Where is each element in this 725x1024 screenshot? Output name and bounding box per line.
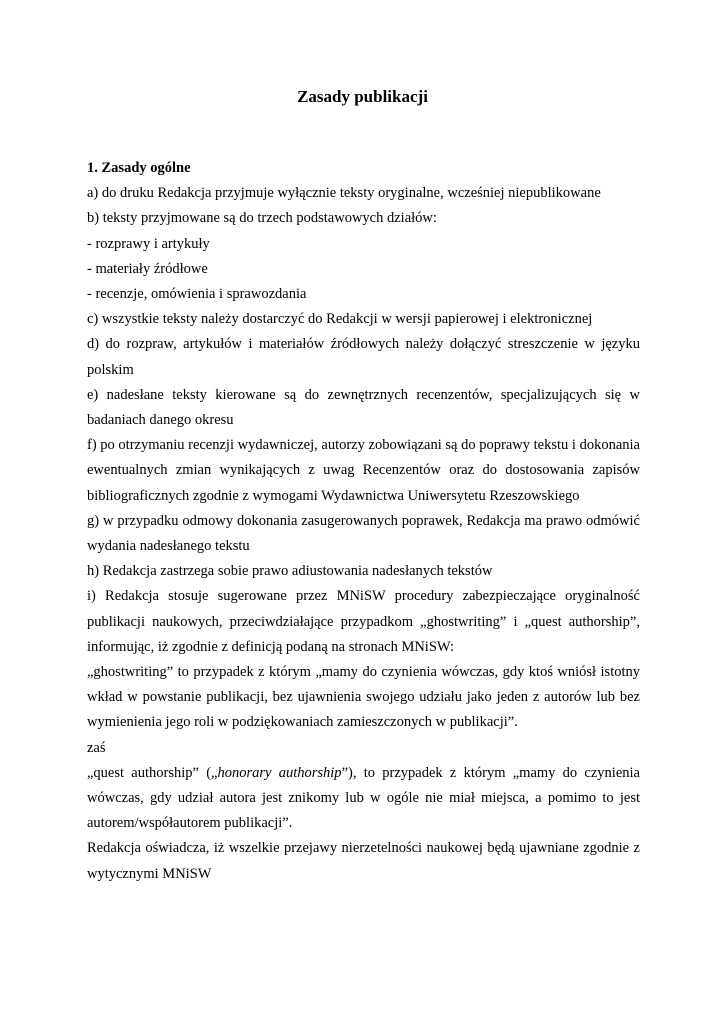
paragraph-ghostwriting-definition: „ghostwriting” to przypadek z którym „mamy do czynienia wówczas, gdy ktoś wniósł istotny wkład w powstanie publikacji, bez ujawnienia swojego udziału jako jeden z autorów lub bez wymienienia jego roli w podziękowaniach zamieszczonych w publikacji”. bbox=[87, 664, 640, 731]
paragraph-final-statement: Redakcja oświadcza, iż wszelkie przejawy nierzetelności naukowej będą ujawniane zgodnie z wytycznymi MNiSW bbox=[87, 840, 640, 882]
paragraph-f: f) po otrzymaniu recenzji wydawniczej, autorzy zobowiązani są do poprawy tekstu i dokonania ewentualnych zmian wynikających z uwag Recenzentów oraz do dostosowania zapisów bibliograficznych zgodnie z wymogami Wydawnictwa Uniwersytetu Rzeszowskiego bbox=[87, 437, 640, 504]
paragraph-b: b) teksty przyjmowane są do trzech podstawowych działów: bbox=[87, 210, 437, 227]
quest-end-text: ”), to przypadek z którym „mamy do czynienia wówczas, gdy udział autora jest znikomy lub w ogóle nie miał miejsca, a pomimo to jest autorem/współautorem publikacji”. bbox=[87, 764, 640, 832]
paragraph-g: g) w przypadku odmowy dokonania zasugerowanych poprawek, Redakcja ma prawo odmówić wydania nadesłanego tekstu bbox=[87, 512, 640, 555]
paragraph-d: d) do rozpraw, artykułów i materiałów źródłowych należy dołączyć streszczenie w języku polskim bbox=[87, 336, 640, 378]
document-body bbox=[87, 156, 640, 887]
section-heading: 1. Zasady ogólne bbox=[87, 160, 191, 176]
quest-start-text: „quest authorship” („ bbox=[87, 764, 218, 781]
honorary-authorship-italic: honorary authorship bbox=[217, 764, 342, 781]
list-item-rozprawy: - rozprawy i artykuły bbox=[87, 235, 210, 252]
connector-zas: zaś bbox=[87, 739, 106, 756]
paragraph-a: a) do druku Redakcja przyjmuje wyłącznie teksty oryginalne, wcześniej niepublikowane bbox=[87, 185, 601, 202]
paragraph-e: e) nadesłane teksty kierowane są do zewnętrznych recenzentów, specjalizujących się w badaniach danego okresu bbox=[87, 386, 640, 429]
list-item-materialy: - materiały źródłowe bbox=[87, 260, 208, 277]
document-title: Zasady publikacji bbox=[297, 87, 428, 106]
paragraph-quest-authorship-definition bbox=[87, 761, 640, 837]
paragraph-c: c) wszystkie teksty należy dostarczyć do Redakcji w wersji papierowej i elektronicznej bbox=[87, 311, 593, 328]
paragraph-i: i) Redakcja stosuje sugerowane przez MNiSW procedury zabezpieczające oryginalność publikacji naukowych, przeciwdziałające przypadkom „ghostwriting” i „quest authorship”, informując, iż zgodnie z definicją podaną na stronach MNiSW: bbox=[87, 588, 640, 655]
paragraph-h: h) Redakcja zastrzega sobie prawo adiustowania nadesłanych tekstów bbox=[87, 563, 493, 580]
list-item-recenzje: - recenzje, omówienia i sprawozdania bbox=[87, 286, 307, 303]
